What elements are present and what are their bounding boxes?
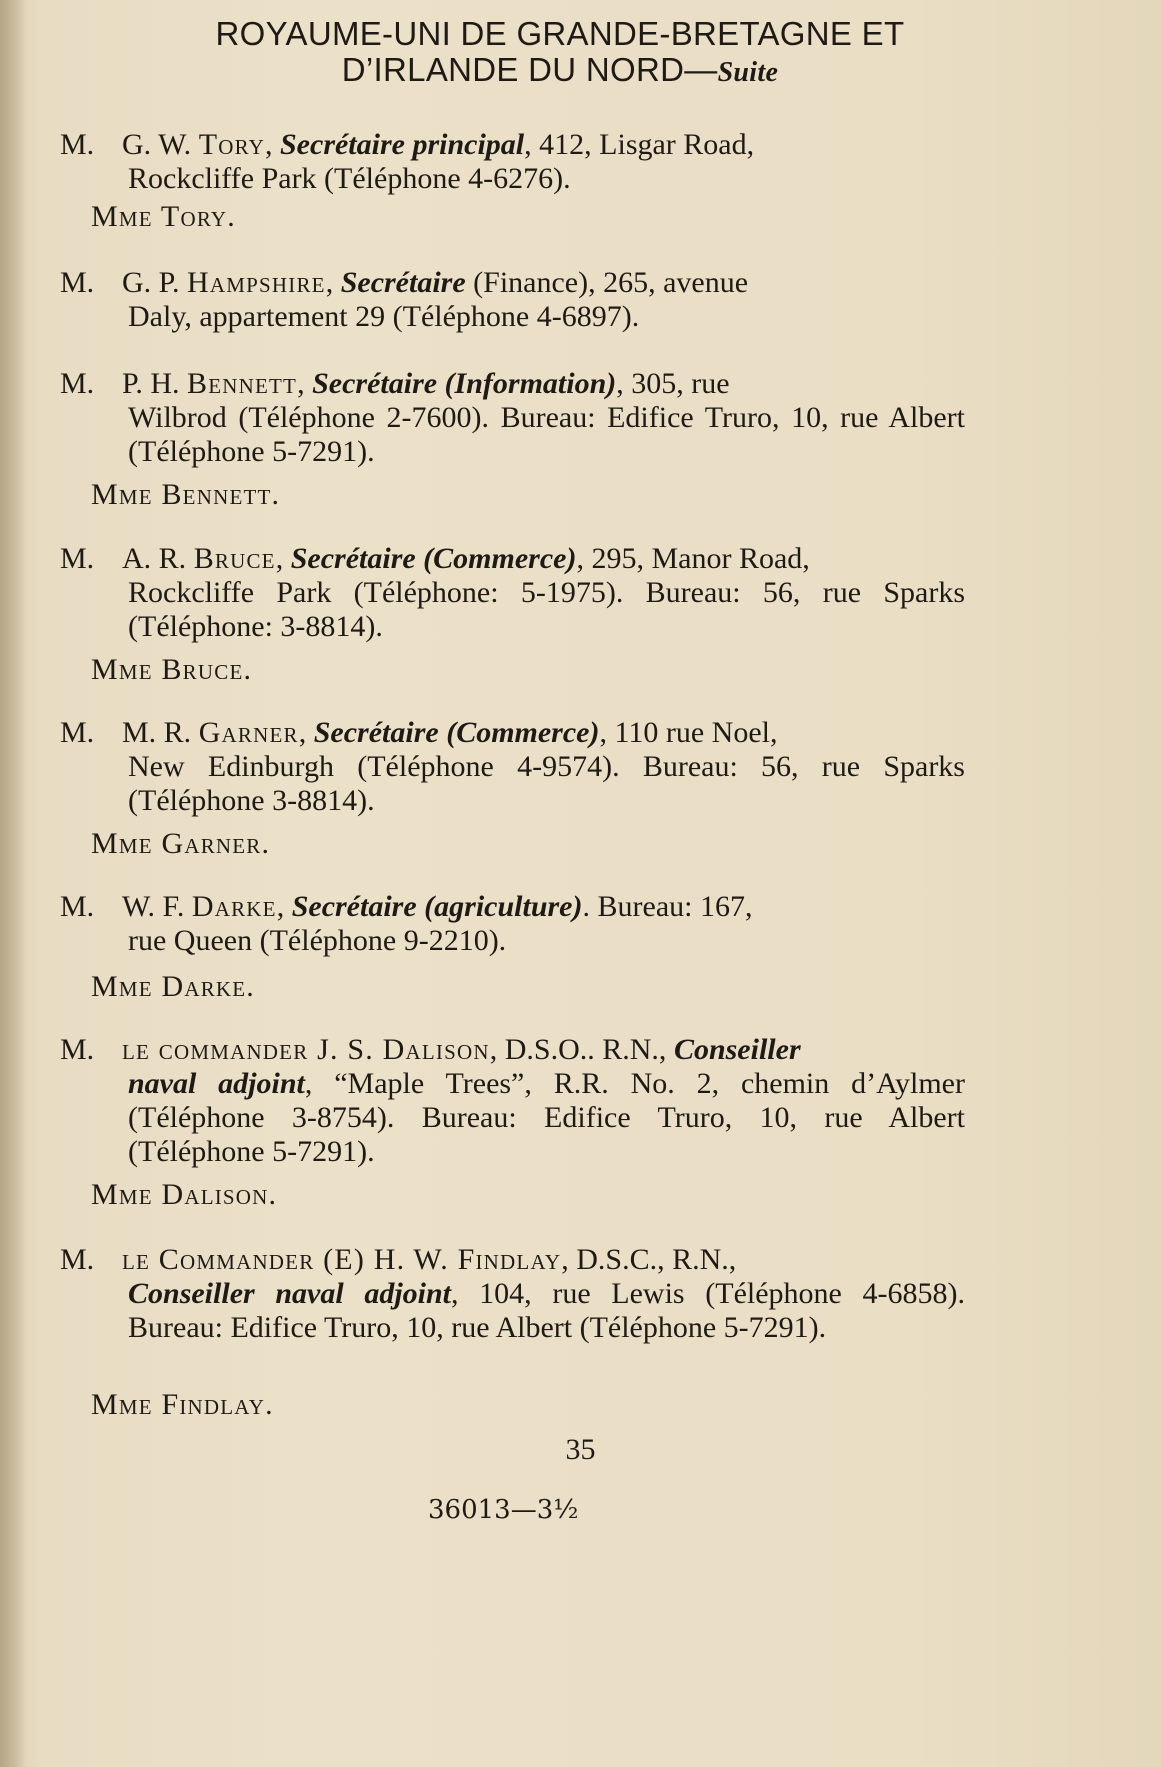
- salutation: M.: [60, 1033, 95, 1066]
- entry-tory: M. G. W. Tory, Secrétaire principal, 412, Lisgar Road, Rockcliffe Park (Téléphone 4-6276).: [60, 128, 965, 196]
- position-title: Secrétaire (Commerce): [290, 542, 577, 575]
- position-title-cont: naval adjoint: [128, 1067, 305, 1100]
- spouse-name: Mme Darke.: [91, 970, 256, 1003]
- page-header: [60, 16, 1060, 91]
- book-gutter-shadow: [0, 0, 26, 1767]
- header-line-1: ROYAUME-UNI DE GRANDE-BRETAGNE ET: [215, 15, 905, 52]
- entry-address: Conseiller naval adjoint, 104, rue Lewis (Téléphone 4-6858). Bureau: Edifice Truro, 10, rue Albert (Téléphone 5-7291).: [128, 1277, 965, 1344]
- surname: Findlay: [457, 1243, 562, 1276]
- entry-address: New Edinburgh (Téléphone 4-9574). Bureau: 56, rue Sparks (Téléphone 3-8814).: [128, 750, 965, 817]
- position-title: Secrétaire (Commerce): [313, 716, 600, 749]
- entry-hampshire: M. G. P. Hampshire, Secrétaire (Finance), 265, avenue Daly, appartement 29 (Téléphone 4-6897).: [60, 266, 965, 334]
- position-title: Secrétaire: [340, 266, 466, 299]
- surname: Garner: [198, 716, 299, 749]
- spouse-name: Mme Findlay.: [91, 1388, 274, 1421]
- salutation: M.: [60, 716, 95, 749]
- entry-bennett: M. P. H. Bennett, Secrétaire (Information), 305, rue Wilbrod (Téléphone 2-7600). Bureau: Edifice Truro, 10, rue Albert (Téléphone 5-7291).: [60, 367, 965, 468]
- entry-address: Daly, appartement 29 (Téléphone 4-6897).: [128, 300, 640, 333]
- spouse-name: Mme Bennett.: [91, 478, 281, 511]
- salutation: M.: [60, 128, 95, 161]
- header-suite: Suite: [717, 57, 779, 88]
- header-line-2: D’IRLANDE DU NORD—Suite: [341, 51, 779, 88]
- position-title: Secrétaire principal: [280, 128, 525, 161]
- entry-darke: M. W. F. Darke, Secrétaire (agriculture). Bureau: 167, rue Queen (Téléphone 9-2210).: [60, 890, 965, 958]
- page-number: 35: [565, 1433, 596, 1466]
- entry-garner: M. M. R. Garner, Secrétaire (Commerce), 110 rue Noel, New Edinburgh (Téléphone 4-9574). Bureau: 56, rue Sparks (Téléphone 3-8814).: [60, 716, 965, 817]
- salutation: M.: [60, 367, 95, 400]
- position-title: Secrétaire (agriculture): [291, 890, 583, 923]
- surname: Darke: [191, 890, 277, 923]
- entry-address: Rockcliffe Park (Téléphone: 5-1975). Bureau: 56, rue Sparks (Téléphone: 3-8814).: [128, 576, 965, 643]
- entry-bruce: M. A. R. Bruce, Secrétaire (Commerce), 295, Manor Road, Rockcliffe Park (Téléphone: 5-1975). Bureau: 56, rue Sparks (Téléphone: 3-8814).: [60, 542, 965, 643]
- entry-address: naval adjoint, “Maple Trees”, R.R. No. 2, chemin d’Aylmer (Téléphone 3-8754). Bureau: Edifice Truro, 10, rue Albert (Téléphone 5-7291).: [128, 1067, 965, 1168]
- surname: Hampshire: [187, 266, 326, 299]
- entry-address: Rockcliffe Park (Téléphone 4-6276).: [128, 162, 571, 195]
- surname: Bennett: [187, 367, 298, 400]
- surname: Dalison: [382, 1033, 490, 1066]
- entry-dalison: M. le commander J. S. Dalison, D.S.O.. R.N., Conseiller naval adjoint, “Maple Trees”, R.R. No. 2, chemin d’Aylmer (Téléphone 3-8754). Bureau: Edifice Truro, 10, rue Albert (Téléphone 5-7291).: [60, 1033, 965, 1168]
- entry-address: rue Queen (Téléphone 9-2210).: [128, 924, 507, 957]
- spouse-name: Mme Tory.: [91, 200, 236, 233]
- salutation: M.: [60, 890, 95, 923]
- salutation: M.: [60, 1243, 95, 1276]
- salutation: M.: [60, 266, 95, 299]
- spouse-name: Mme Dalison.: [91, 1178, 278, 1211]
- spouse-name: Mme Garner.: [91, 827, 271, 860]
- entry-address: Wilbrod (Téléphone 2-7600). Bureau: Edifice Truro, 10, rue Albert (Téléphone 5-7291).: [128, 401, 965, 468]
- position-title: Secrétaire (Information): [312, 367, 617, 400]
- surname: Tory: [198, 128, 265, 161]
- entry-findlay: M. le Commander (E) H. W. Findlay, D.S.C., R.N., Conseiller naval adjoint, 104, rue Lewis (Téléphone 4-6858). Bureau: Edifice Truro, 10, rue Albert (Téléphone 5-7291).: [60, 1243, 965, 1344]
- position-title: Conseiller naval adjoint: [128, 1277, 452, 1310]
- print-code: 36013—3½: [428, 1495, 579, 1525]
- salutation: M.: [60, 542, 95, 575]
- spouse-name: Mme Bruce.: [91, 653, 253, 686]
- surname: Bruce: [193, 542, 276, 575]
- position-title: Conseiller: [673, 1033, 801, 1066]
